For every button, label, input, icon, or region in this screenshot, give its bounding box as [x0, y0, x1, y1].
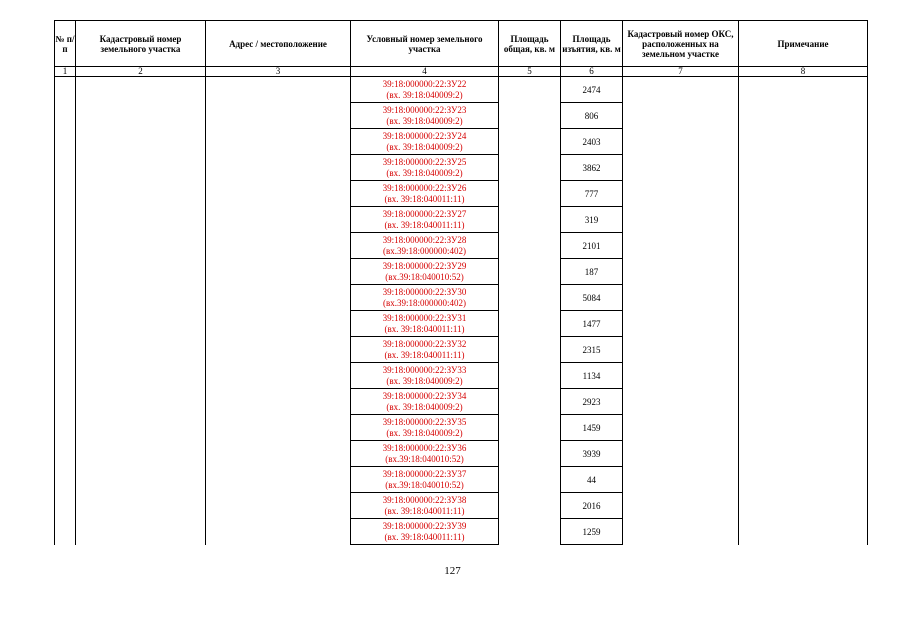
- column-number-row: [55, 67, 868, 77]
- conditional-number-cell: [351, 415, 499, 441]
- header-cell: Кадастровый номер ОКС, расположенных на земельном участке: [623, 21, 739, 67]
- conditional-number: 39:18:000000:22:ЗУ33: [382, 365, 467, 375]
- conditional-number-cell: [351, 363, 499, 389]
- conditional-number: 39:18:000000:22:ЗУ34: [382, 391, 467, 401]
- withdrawal-area-cell: 187: [561, 259, 623, 285]
- source-parcel: (вх. 39:18:040009:2): [386, 401, 463, 412]
- conditional-number-cell: [351, 233, 499, 259]
- withdrawal-area-cell: 1477: [561, 311, 623, 337]
- conditional-number: 39:18:000000:22:ЗУ28: [382, 235, 467, 245]
- note-cell: [739, 77, 868, 545]
- source-parcel: (вх.39:18:040010:52): [385, 453, 464, 464]
- source-parcel: (вх. 39:18:040011:11): [384, 323, 465, 334]
- column-number: 5: [499, 67, 561, 77]
- header-cell: Площадь общая, кв. м: [499, 21, 561, 67]
- source-parcel: (вх.39:18:000000:402): [383, 297, 466, 308]
- withdrawal-area-cell: 3939: [561, 441, 623, 467]
- conditional-number-cell: [351, 467, 499, 493]
- source-parcel: (вх. 39:18:040011:11): [384, 349, 465, 360]
- withdrawal-area-cell: 2315: [561, 337, 623, 363]
- column-number: 3: [206, 67, 351, 77]
- source-parcel: (вх. 39:18:040011:11): [384, 505, 465, 516]
- source-parcel: (вх. 39:18:040009:2): [386, 115, 463, 126]
- withdrawal-area-cell: 44: [561, 467, 623, 493]
- source-parcel: (вх. 39:18:040009:2): [386, 375, 463, 386]
- withdrawal-area-cell: 2101: [561, 233, 623, 259]
- conditional-number: 39:18:000000:22:ЗУ35: [382, 417, 467, 427]
- conditional-number-cell: [351, 389, 499, 415]
- column-number: 1: [55, 67, 76, 77]
- conditional-number: 39:18:000000:22:ЗУ31: [382, 313, 467, 323]
- cadastral-number-cell: [76, 77, 206, 545]
- conditional-number: 39:18:000000:22:ЗУ27: [382, 209, 467, 219]
- conditional-number-cell: [351, 519, 499, 545]
- column-number: 7: [623, 67, 739, 77]
- source-parcel: (вх. 39:18:040011:11): [384, 219, 465, 230]
- conditional-number-cell: [351, 285, 499, 311]
- withdrawal-area-cell: 1134: [561, 363, 623, 389]
- conditional-number-cell: [351, 337, 499, 363]
- oks-number-cell: [623, 77, 739, 545]
- conditional-number-cell: [351, 493, 499, 519]
- conditional-number-cell: [351, 77, 499, 103]
- source-parcel: (вх.39:18:000000:402): [383, 245, 466, 256]
- source-parcel: (вх. 39:18:040011:11): [384, 531, 465, 542]
- withdrawal-area-cell: 1459: [561, 415, 623, 441]
- conditional-number: 39:18:000000:22:ЗУ30: [382, 287, 467, 297]
- withdrawal-area-cell: 5084: [561, 285, 623, 311]
- conditional-number: 39:18:000000:22:ЗУ29: [382, 261, 467, 271]
- header-cell: Адрес / местоположение: [206, 21, 351, 67]
- conditional-number-cell: [351, 207, 499, 233]
- conditional-number: 39:18:000000:22:ЗУ39: [382, 521, 467, 531]
- source-parcel: (вх. 39:18:040009:2): [386, 141, 463, 152]
- conditional-number: 39:18:000000:22:ЗУ38: [382, 495, 467, 505]
- withdrawal-area-cell: 2016: [561, 493, 623, 519]
- conditional-number-cell: [351, 155, 499, 181]
- column-number: 4: [351, 67, 499, 77]
- withdrawal-area-cell: 1259: [561, 519, 623, 545]
- land-plots-table: [54, 20, 868, 545]
- withdrawal-area-cell: 319: [561, 207, 623, 233]
- withdrawal-area-cell: 3862: [561, 155, 623, 181]
- withdrawal-area-cell: 806: [561, 103, 623, 129]
- conditional-number-cell: [351, 181, 499, 207]
- conditional-number: 39:18:000000:22:ЗУ32: [382, 339, 467, 349]
- conditional-number: 39:18:000000:22:ЗУ24: [382, 131, 467, 141]
- withdrawal-area-cell: 2403: [561, 129, 623, 155]
- column-number: 6: [561, 67, 623, 77]
- column-number: 2: [76, 67, 206, 77]
- total-area-cell: [499, 77, 561, 545]
- conditional-number-cell: [351, 311, 499, 337]
- conditional-number-cell: [351, 129, 499, 155]
- conditional-number: 39:18:000000:22:ЗУ23: [382, 105, 467, 115]
- header-cell: Площадь изъятия, кв. м: [561, 21, 623, 67]
- header-cell: Примечание: [739, 21, 868, 67]
- address-cell: [206, 77, 351, 545]
- conditional-number: 39:18:000000:22:ЗУ26: [382, 183, 467, 193]
- conditional-number: 39:18:000000:22:ЗУ36: [382, 443, 467, 453]
- conditional-number-cell: [351, 441, 499, 467]
- withdrawal-area-cell: 2923: [561, 389, 623, 415]
- source-parcel: (вх.39:18:040010:52): [385, 271, 464, 282]
- page-number: 127: [444, 565, 461, 577]
- source-parcel: (вх. 39:18:040009:2): [386, 89, 463, 100]
- conditional-number: 39:18:000000:22:ЗУ25: [382, 157, 467, 167]
- source-parcel: (вх. 39:18:040009:2): [386, 427, 463, 438]
- header-cell: Условный номер земельного участка: [351, 21, 499, 67]
- withdrawal-area-cell: 777: [561, 181, 623, 207]
- header-cell: Кадастровый номер земельного участка: [76, 21, 206, 67]
- table-header-row: [55, 21, 868, 67]
- conditional-number: 39:18:000000:22:ЗУ22: [382, 79, 467, 89]
- source-parcel: (вх.39:18:040010:52): [385, 479, 464, 490]
- table-row: [55, 77, 868, 103]
- header-cell: № п/ п: [55, 21, 76, 67]
- column-number: 8: [739, 67, 868, 77]
- source-parcel: (вх. 39:18:040009:2): [386, 167, 463, 178]
- conditional-number: 39:18:000000:22:ЗУ37: [382, 469, 467, 479]
- conditional-number-cell: [351, 103, 499, 129]
- row-number-cell: [55, 77, 76, 545]
- source-parcel: (вх. 39:18:040011:11): [384, 193, 465, 204]
- conditional-number-cell: [351, 259, 499, 285]
- withdrawal-area-cell: 2474: [561, 77, 623, 103]
